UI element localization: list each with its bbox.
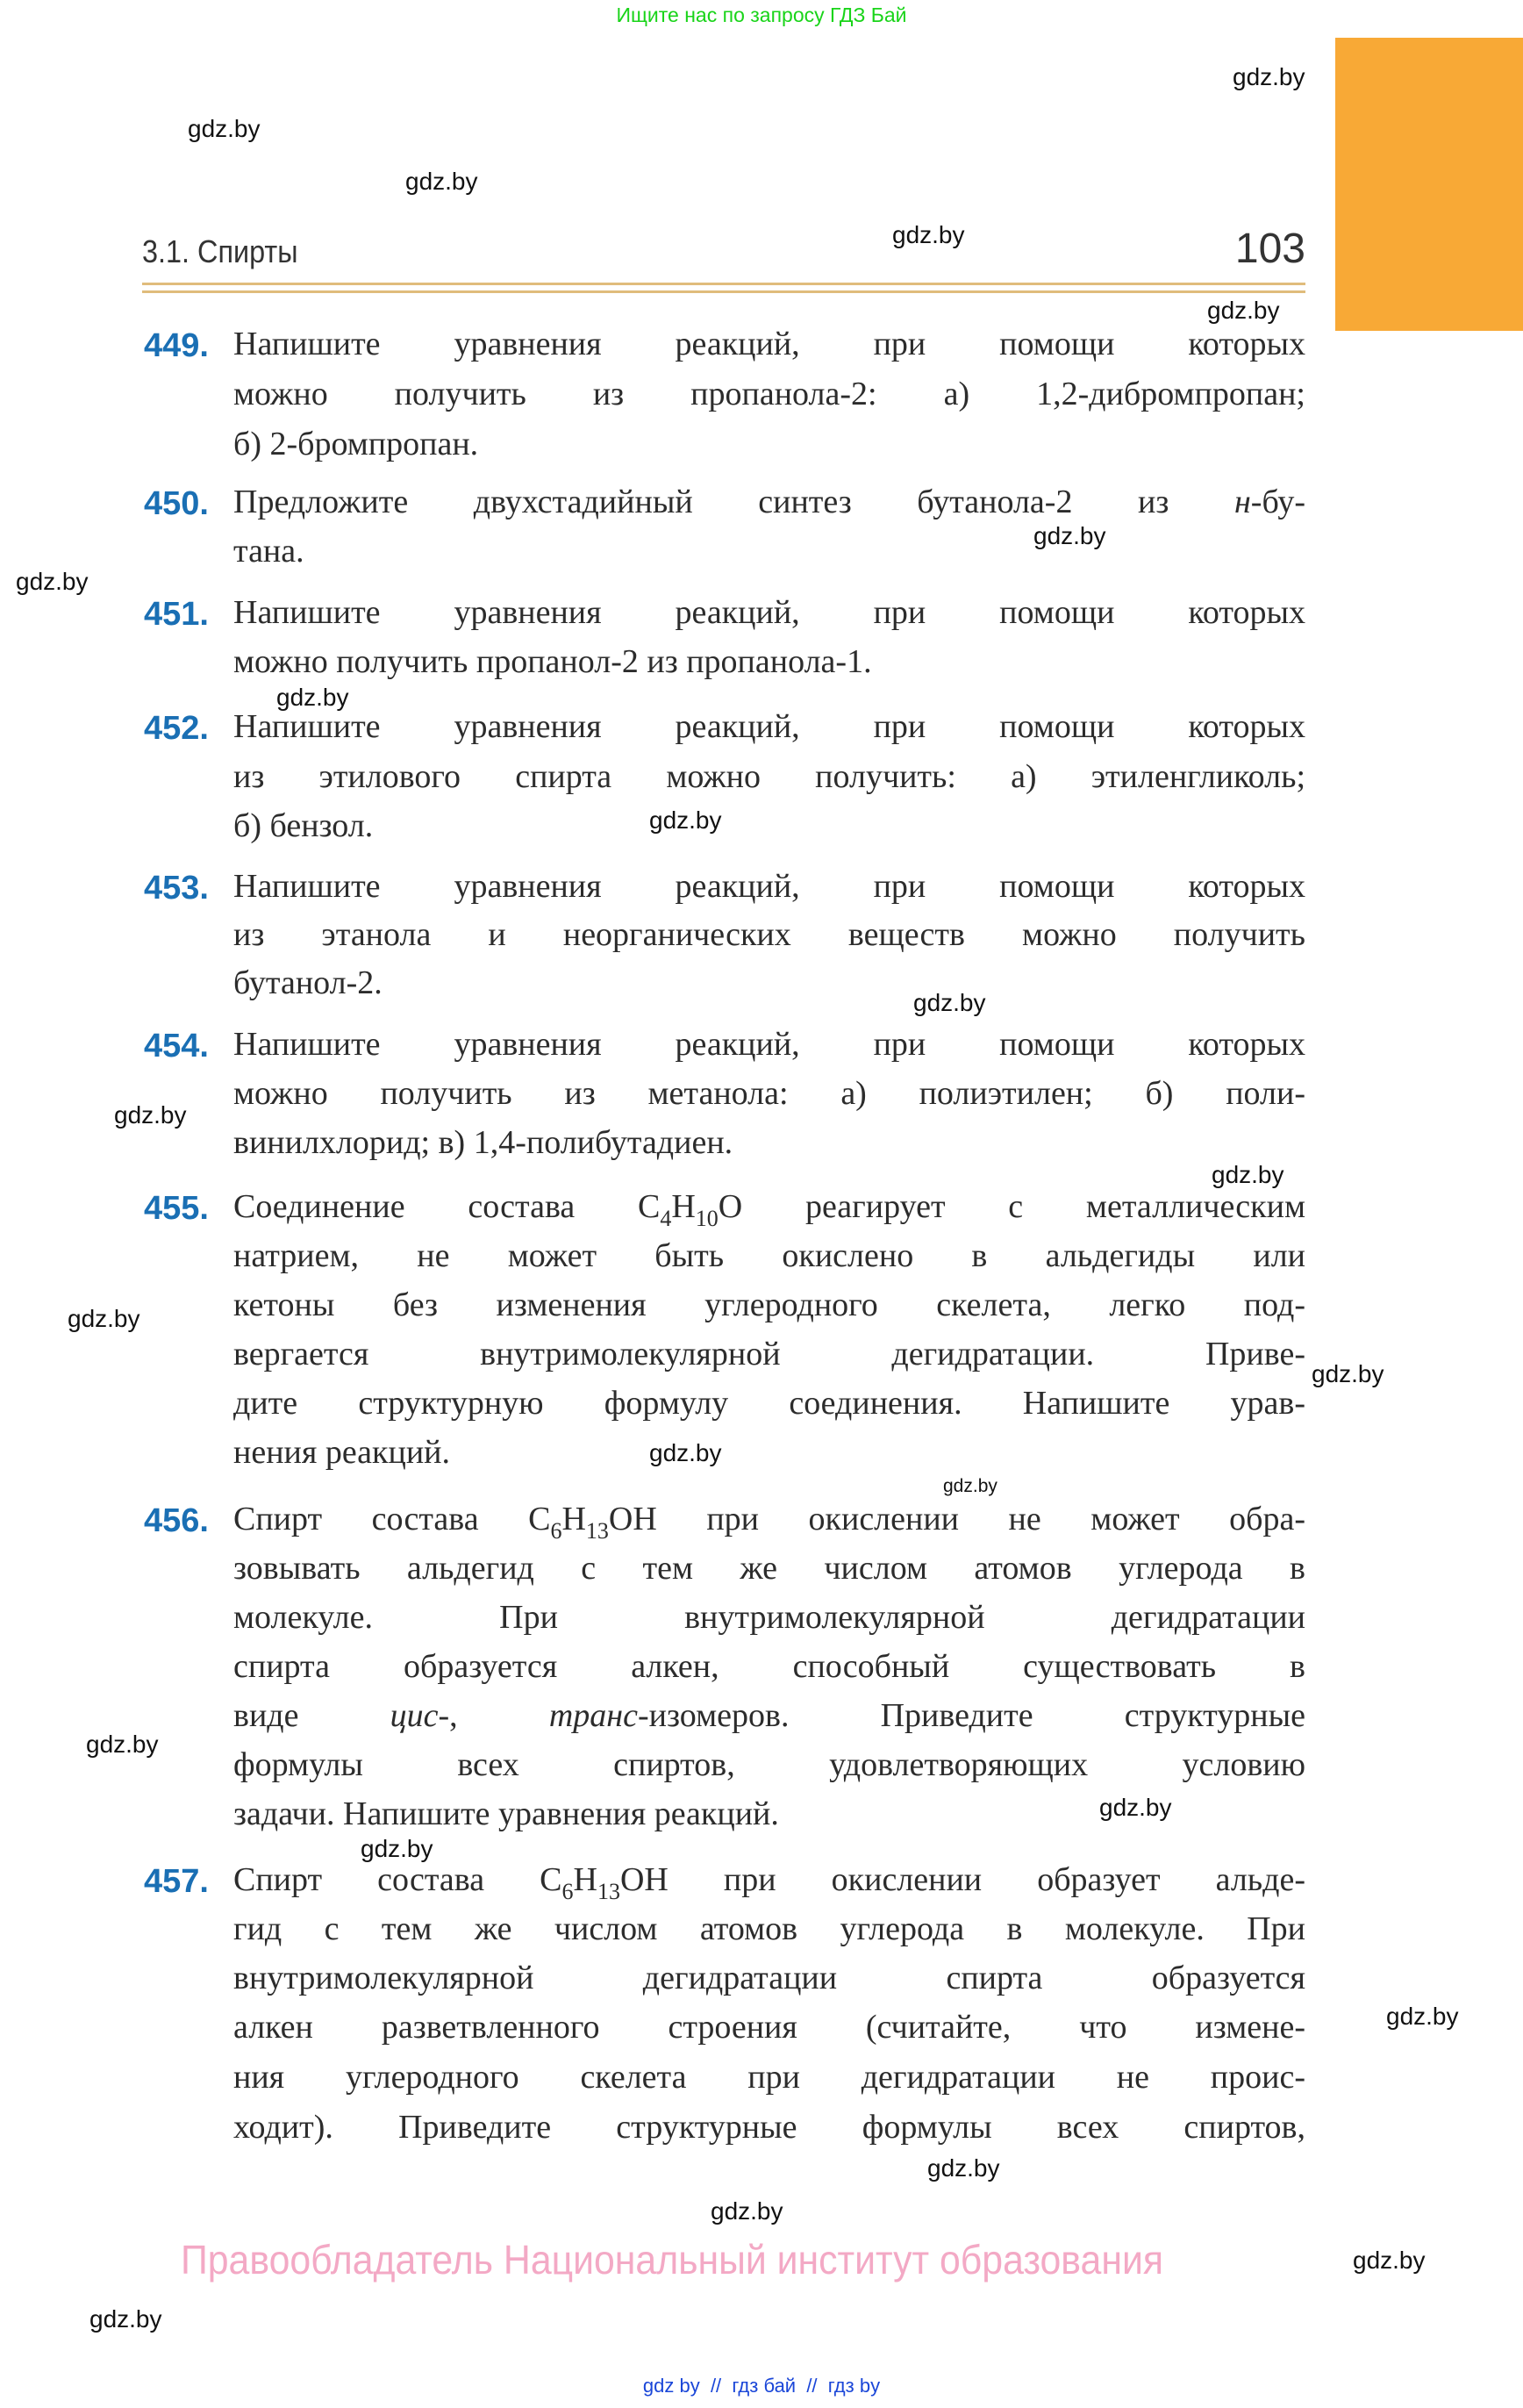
watermark-label: gdz.by: [1033, 522, 1106, 549]
top-banner: Ищите нас по запросу ГДЗ Бай: [616, 4, 907, 26]
exercise-text-line: Спирт состава $C_6H_{13}OH$ при окислении не может обра-: [233, 1501, 1305, 1544]
exercise-text-line: Напишите уравнения реакций, при помощи которых: [233, 868, 1305, 905]
watermark-label: gdz.by: [188, 115, 261, 142]
watermark-label: gdz.by: [114, 1101, 187, 1129]
watermark-label: gdz.by: [1386, 2003, 1459, 2030]
exercise-text-line: Напишите уравнения реакций, при помощи которых: [233, 594, 1305, 631]
exercise-number: 453.: [144, 870, 209, 907]
exercise-text-line: кетоны без изменения углеродного скелета, легко под-: [233, 1286, 1305, 1323]
exercise-text-line: из этанола и неорганических веществ можно получить: [233, 916, 1305, 953]
exercise-text-line: винилхлорид; в) 1,4-полибутадиен.: [233, 1124, 733, 1161]
exercise-number: 451.: [144, 596, 209, 633]
header-rule-bottom: [142, 290, 1305, 293]
watermark-label: gdz.by: [1233, 63, 1305, 90]
watermark-label: gdz.by: [711, 2197, 783, 2225]
exercise-text-line: б) 2-бромпропан.: [233, 426, 479, 462]
exercise-text-line: формулы всех спиртов, удовлетворяющих условию: [233, 1746, 1305, 1783]
exercise-text-line: можно получить из метанола: а) полиэтилен; б) поли-: [233, 1075, 1305, 1112]
copyright-notice: Правообладатель Национальный институт образования: [181, 2237, 1164, 2283]
exercise-text-line: Напишите уравнения реакций, при помощи которых: [233, 1026, 1305, 1063]
exercise-text-line: алкен разветвленного строения (считайте, что измене-: [233, 2009, 1305, 2046]
footer-links[interactable]: gdz by // гдз бай // гдз by: [642, 2375, 881, 2397]
watermark-label: gdz.by: [405, 168, 478, 195]
watermark-label: gdz.by: [1099, 1794, 1172, 1821]
exercise-text-line: бутанол-2.: [233, 964, 383, 1001]
exercise-number: 450.: [144, 485, 209, 522]
exercise-text-line: можно получить пропанол-2 из пропанола-1.: [233, 643, 872, 680]
watermark-label: gdz.by: [89, 2305, 162, 2333]
watermark-label: gdz.by: [1207, 297, 1280, 324]
watermark-label: gdz.by: [913, 989, 986, 1016]
exercise-text-line: задачи. Напишите уравнения реакций.: [233, 1795, 779, 1832]
exercise-number: 454.: [144, 1028, 209, 1064]
chapter-tab-marker: [1335, 38, 1523, 331]
exercise-number: 455.: [144, 1190, 209, 1227]
exercise-text-line: дите структурную формулу соединения. Напишите урав-: [233, 1385, 1305, 1422]
exercise-text-line: натрием, не может быть окислено в альдегиды или: [233, 1237, 1305, 1274]
exercise-text-line: ходит). Приведите структурные формулы всех спиртов,: [233, 2109, 1305, 2146]
exercise-text-line: Напишите уравнения реакций, при помощи которых: [233, 326, 1305, 362]
exercise-text-line: вергается внутримолекулярной дегидратации. Приве-: [233, 1336, 1305, 1372]
watermark-label: gdz.by: [649, 1439, 722, 1466]
exercise-number: 449.: [144, 327, 209, 364]
exercise-text-line: из этилового спирта можно получить: а) этиленгликоль;: [233, 758, 1305, 795]
exercise-number: 452.: [144, 710, 209, 747]
watermark-label: gdz.by: [68, 1305, 140, 1332]
exercise-text-line: Предложите двухстадийный синтез бутанола-2 из н-бу-: [233, 484, 1305, 520]
page-number: 103: [1234, 226, 1305, 272]
exercise-text-line: тана.: [233, 533, 304, 570]
exercise-text-line: можно получить из пропанола-2: а) 1,2-дибромпропан;: [233, 376, 1305, 412]
watermark-label: gdz.by: [927, 2154, 1000, 2182]
watermark-label: gdz.by: [276, 684, 349, 711]
exercise-text-line: ния углеродного скелета при дегидратации не проис-: [233, 2059, 1305, 2096]
exercise-text-line: б) бензол.: [233, 807, 374, 844]
exercise-text-line: гид с тем же числом атомов углерода в молекуле. При: [233, 1910, 1305, 1947]
exercise-text-line: зовывать альдегид с тем же числом атомов углерода в: [233, 1550, 1305, 1587]
watermark-label: gdz.by: [361, 1835, 433, 1862]
exercise-text-line: молекуле. При внутримолекулярной дегидратации: [233, 1599, 1305, 1636]
exercise-number: 456.: [144, 1502, 209, 1539]
watermark-label: gdz.by: [1353, 2247, 1426, 2274]
watermark-label: gdz.by: [892, 221, 965, 248]
exercise-text-line: Соединение состава $C_4H_{10}O$ реагирует с металлическим: [233, 1188, 1305, 1231]
exercise-text-line: спирта образуется алкен, способный существовать в: [233, 1648, 1305, 1685]
watermark-label: gdz.by: [943, 1476, 997, 1496]
watermark-label: gdz.by: [649, 806, 722, 834]
exercise-number: 457.: [144, 1863, 209, 1900]
watermark-label: gdz.by: [16, 568, 89, 595]
watermark-label: gdz.by: [86, 1731, 159, 1758]
exercise-text-line: нения реакций.: [233, 1434, 451, 1471]
exercise-text-line: внутримолекулярной дегидратации спирта образуется: [233, 1960, 1305, 1996]
watermark-label: gdz.by: [1212, 1161, 1284, 1188]
exercise-text-line: Напишите уравнения реакций, при помощи которых: [233, 708, 1305, 745]
header-rule-top: [142, 283, 1305, 285]
watermark-label: gdz.by: [1312, 1360, 1384, 1387]
exercise-text-line: виде цис-, транс-изомеров. Приведите структурные: [233, 1697, 1306, 1734]
section-title: 3.1. Спирты: [142, 233, 298, 269]
exercise-text-line: Спирт состава $C_6H_{13}OH$ при окислении образует альде-: [233, 1861, 1305, 1904]
